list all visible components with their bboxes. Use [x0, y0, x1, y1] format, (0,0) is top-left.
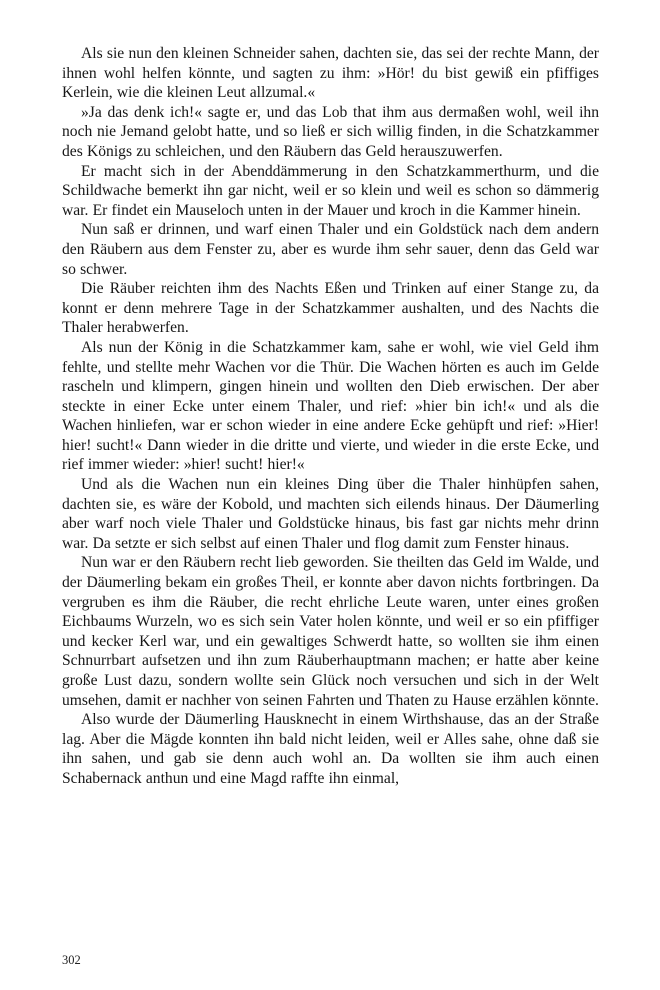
- paragraph: Die Räuber reichten ihm des Nachts Eßen und Trinken auf einer Stange zu, da konnt er denn mehrere Tage in der Schatzkammer aushalten, und des Nachts die Thaler herabwerfen.: [62, 280, 599, 337]
- paragraph: Er macht sich in der Abenddämmerung in den Schatzkammerthurm, und die Schildwache bemerkt ihn gar nicht, weil er so klein und weil es schon so dämmerig war. Er findet ein Mauseloch unten in der Mauer und kroch in die Kammer hinein.: [62, 162, 599, 219]
- page-number: 302: [62, 953, 81, 967]
- paragraph: Nun saß er drinnen, und warf einen Thaler und ein Goldstück nach dem andern den Räubern aus dem Fenster zu, aber es wurde ihm sehr sauer, denn das Geld war so schwer.: [62, 221, 599, 278]
- text-block: [62, 44, 599, 789]
- paragraph: Nun war er den Räubern recht lieb geworden. Sie theilten das Geld im Walde, und der Däumerling bekam ein großes Theil, er konnte aber davon nichts fortbringen. Da vergruben es ihm die Räuber, die recht ehrliche Leute waren, unter eines großen Eichbaums Wurzeln, wo es sich sein Vater holen könnte, und weil er so ein pfiffiger und kecker Kerl war, und ein gewaltiges Schwerdt hatte, so wollten sie ihm einen Schnurrbart aufsetzen und ihn zum Räuberhauptmann machen; er hatte aber keine große Lust dazu, sondern wollte sein Glück noch versuchen und sich in der Welt umsehen, damit er nachher von seinen Fahrten und Thaten zu Hause erzählen könnte.: [62, 554, 599, 709]
- paragraph: Also wurde der Däumerling Hausknecht in einem Wirthshause, das an der Straße lag. Aber die Mägde konnten ihn bald nicht leiden, weil er Alles sahe, ohne daß sie ihn sahen, und gab sie denn auch wohl an. Da wollten sie ihm auch einen Schabernack anthun und eine Magd raffte ihn einmal,: [62, 711, 599, 787]
- paragraph: »Ja das denk ich!« sagte er, und das Lob that ihm aus dermaßen wohl, weil ihn noch nie Jemand gelobt hatte, und so ließ er sich willig finden, in die Schatzkammer des Königs zu schleichen, und den Räubern das Geld herauszuwerfen.: [62, 103, 599, 160]
- paragraph: Als nun der König in die Schatzkammer kam, sahe er wohl, wie viel Geld ihm fehlte, und stellte mehr Wachen vor die Thür. Die Wachen hörten es auch im Gelde rascheln und klimpern, gingen hinein und wollten den Dieb erwischen. Der aber steckte in einer Ecke unter einem Thaler, und rief: »hier bin ich!« und als die Wachen hinliefen, war er schon wieder in eine andere Ecke gehüpft und rief: »Hier! hier! sucht!« Dann wieder in die dritte und vierte, und wieder in die erste Ecke, und rief immer wieder: »hier! sucht! hier!«: [62, 338, 599, 474]
- paragraph: Und als die Wachen nun ein kleines Ding über die Thaler hinhüpfen sahen, dachten sie, es wäre der Kobold, und machten sich eilends hinaus. Der Däumerling aber warf noch viele Thaler und Goldstücke hinaus, bis fast gar nichts mehr drinn war. Da setzte er sich selbst auf einen Thaler und flog damit zum Fenster hinaus.: [62, 476, 599, 552]
- paragraph: Als sie nun den kleinen Schneider sahen, dachten sie, das sei der rechte Mann, der ihnen wohl helfen könnte, und sagten zu ihm: »Hör! du bist gewiß ein pfiffiges Kerlein, wie die kleinen Leut allzumal.«: [62, 45, 599, 102]
